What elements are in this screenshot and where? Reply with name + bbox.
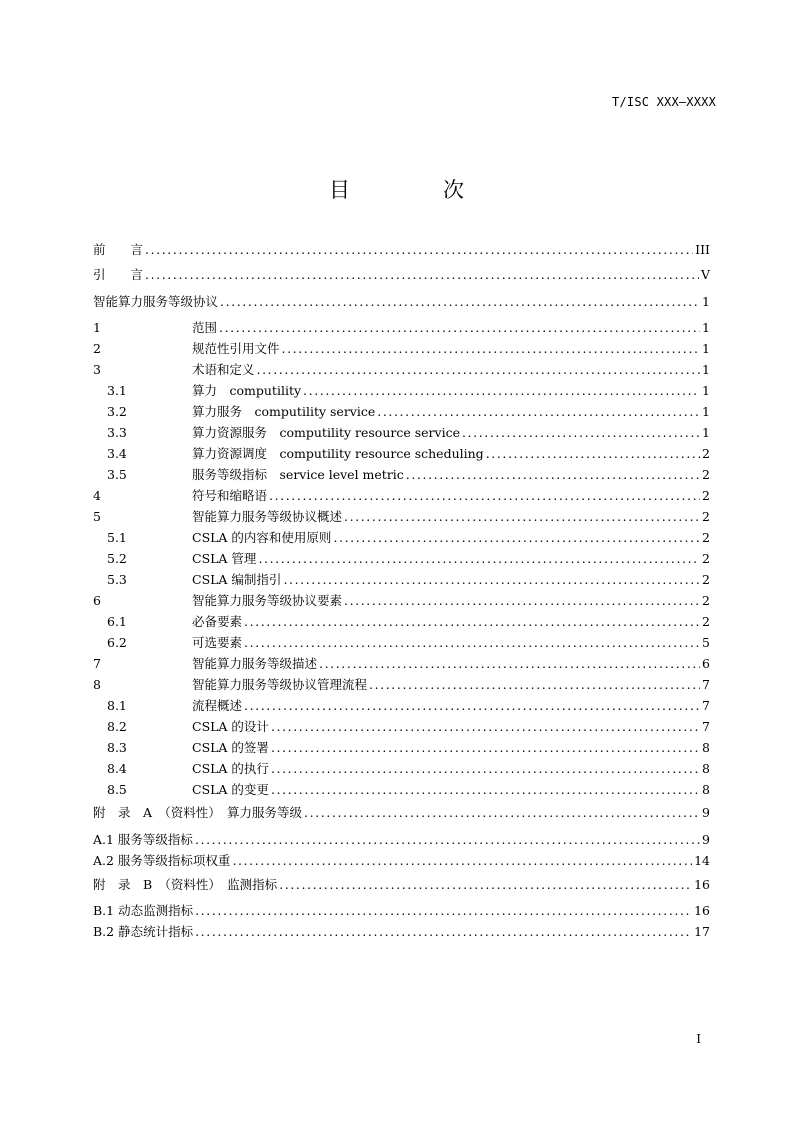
- toc-entry-label: 智能算力服务等级协议: [93, 294, 219, 309]
- toc-entry-page: 6: [702, 656, 710, 671]
- toc-leader-dots: [145, 242, 693, 258]
- toc-entry-page: 2: [702, 593, 710, 608]
- toc-entry-label: 流程概述: [192, 698, 243, 713]
- toc-entry[interactable]: [93, 421, 710, 441]
- toc-entry-number: 3: [93, 362, 101, 377]
- toc-entry-number: 3.5: [107, 467, 127, 482]
- toc-entry-number: 8.1: [107, 698, 127, 713]
- toc-entry-label: 智能算力服务等级描述: [192, 656, 318, 671]
- toc-entry[interactable]: [93, 778, 710, 798]
- toc-entry-page: 16: [694, 903, 710, 918]
- toc-entry-page: 1: [702, 320, 710, 335]
- toc-entry-page: 8: [702, 761, 710, 776]
- toc-entry-number: 5.1: [107, 530, 127, 545]
- toc-entry-label: A.1 服务等级指标: [93, 832, 193, 847]
- toc-entry[interactable]: [93, 316, 710, 336]
- toc-entry-label: 智能算力服务等级协议概述: [192, 509, 343, 524]
- toc-entry-label: A.2 服务等级指标项权重: [93, 853, 231, 868]
- toc-entry-label: 前 言: [93, 242, 144, 257]
- toc-entry-number: 3.1: [107, 383, 127, 398]
- toc-entry-page: V: [700, 267, 710, 282]
- toc-leader-dots: [271, 719, 700, 735]
- toc-entry-page: 1: [702, 383, 710, 398]
- toc-leader-dots: [244, 635, 700, 651]
- toc-entry-number: 6: [93, 593, 101, 608]
- toc-entry-number: 3.3: [107, 425, 127, 440]
- toc-entry-page: 1: [702, 341, 710, 356]
- toc-entry[interactable]: [93, 400, 710, 420]
- toc-entry[interactable]: [93, 238, 710, 258]
- toc-leader-dots: [369, 677, 700, 693]
- toc-leader-dots: [279, 877, 692, 893]
- toc-leader-dots: [304, 805, 700, 821]
- toc-entry-label: CSLA 的设计: [192, 719, 269, 734]
- toc-entry[interactable]: [93, 652, 710, 672]
- toc-entry-page: 7: [702, 698, 710, 713]
- toc-entry[interactable]: [93, 631, 710, 651]
- toc-entry-page: 2: [702, 530, 710, 545]
- toc-entry-label: 规范性引用文件: [192, 341, 280, 356]
- toc-entry-page: 1: [702, 404, 710, 419]
- toc-leader-dots: [271, 740, 700, 756]
- toc-entry[interactable]: [93, 757, 710, 777]
- toc-entry-label: 附 录 A （资料性） 算力服务等级: [93, 805, 303, 820]
- toc-entry-page: 2: [702, 488, 710, 503]
- toc-entry-page: 17: [694, 924, 710, 939]
- toc-entry-number: 2: [93, 341, 101, 356]
- toc-leader-dots: [271, 761, 700, 777]
- toc-entry-number: 8.5: [107, 782, 127, 797]
- toc-entry[interactable]: [93, 526, 710, 546]
- toc-entry-label: 范围: [192, 320, 218, 335]
- toc-entry[interactable]: [93, 463, 710, 483]
- toc-entry-label: CSLA 的变更: [192, 782, 269, 797]
- toc-entry-label: 术语和定义: [192, 362, 255, 377]
- toc-entry-number: 8.2: [107, 719, 127, 734]
- toc-leader-dots: [219, 320, 700, 336]
- toc-entry-number: 8.3: [107, 740, 127, 755]
- toc-entry-label: B.2 静态统计指标: [93, 924, 194, 939]
- toc-entry-number: 3.4: [107, 446, 127, 461]
- toc-entry[interactable]: [93, 589, 710, 609]
- toc-entry[interactable]: [93, 694, 710, 714]
- toc-leader-dots: [344, 509, 700, 525]
- page-title: 目 次: [329, 178, 500, 202]
- toc-entry-number: 8.4: [107, 761, 127, 776]
- toc-entry-label: 智能算力服务等级协议要素: [192, 593, 343, 608]
- toc-entry-label: 可选要素: [192, 635, 243, 650]
- toc-entry-page: 8: [702, 740, 710, 755]
- toc-leader-dots: [258, 551, 700, 567]
- toc-leader-dots: [282, 341, 701, 357]
- toc-entry[interactable]: [93, 849, 710, 869]
- toc-entry-page: 2: [702, 614, 710, 629]
- toc-entry-label: 必备要素: [192, 614, 243, 629]
- toc-leader-dots: [486, 446, 700, 462]
- toc-entry-page: 7: [702, 719, 710, 734]
- toc-entry-number: 7: [93, 656, 101, 671]
- toc-entry[interactable]: [93, 828, 710, 848]
- toc-entry-number: 6.2: [107, 635, 127, 650]
- toc-entry-page: III: [695, 242, 710, 257]
- toc-leader-dots: [271, 782, 700, 798]
- toc-entry-number: 8: [93, 677, 101, 692]
- toc-entry-number: 3.2: [107, 404, 127, 419]
- toc-entry[interactable]: [93, 484, 710, 504]
- toc-entry[interactable]: [93, 442, 710, 462]
- toc-leader-dots: [145, 267, 699, 283]
- toc-entry-number: 5.2: [107, 551, 127, 566]
- toc-entry-label: 算力服务 computility service: [192, 404, 376, 419]
- toc-entry[interactable]: [93, 673, 710, 693]
- toc-leader-dots: [344, 593, 700, 609]
- toc-entry[interactable]: [93, 568, 710, 588]
- toc-leader-dots: [220, 294, 700, 310]
- toc-entry[interactable]: [93, 736, 710, 756]
- toc-entry-label: CSLA 的签署: [192, 740, 269, 755]
- toc-entry-page: 5: [702, 635, 710, 650]
- toc-entry-label: B.1 动态监测指标: [93, 903, 194, 918]
- document-id: T/ISC XXX—XXXX: [612, 95, 716, 109]
- toc-leader-dots: [269, 488, 700, 504]
- toc-leader-dots: [244, 614, 700, 630]
- toc-leader-dots: [283, 572, 700, 588]
- toc-entry[interactable]: [93, 337, 710, 357]
- toc-entry-page: 7: [702, 677, 710, 692]
- toc-entry[interactable]: [93, 505, 710, 525]
- toc-entry-page: 1: [702, 294, 710, 309]
- toc-entry-label: 引 言: [93, 267, 144, 282]
- toc-entry[interactable]: [93, 715, 710, 735]
- toc-entry-label: 算力资源调度 computility resource scheduling: [192, 446, 484, 461]
- toc-entry-label: CSLA 编制指引: [192, 572, 282, 587]
- toc-leader-dots: [244, 698, 700, 714]
- toc-entry-label: 附 录 B （资料性） 监测指标: [93, 877, 278, 892]
- toc-entry-page: 1: [702, 362, 710, 377]
- toc-leader-dots: [319, 656, 700, 672]
- toc-entry[interactable]: [93, 801, 710, 821]
- toc-leader-dots: [195, 832, 700, 848]
- toc-leader-dots: [195, 903, 692, 919]
- toc-leader-dots: [303, 383, 700, 399]
- toc-leader-dots: [232, 853, 692, 869]
- toc-entry-page: 2: [702, 467, 710, 482]
- toc-entry[interactable]: [93, 379, 710, 399]
- toc-entry-label: 服务等级指标 service level metric: [192, 467, 404, 482]
- toc-entry-number: 5: [93, 509, 101, 524]
- toc-entry-label: CSLA 的内容和使用原则: [192, 530, 332, 545]
- toc-entry[interactable]: [93, 899, 710, 919]
- toc-leader-dots: [333, 530, 700, 546]
- toc-leader-dots: [257, 362, 701, 378]
- toc-entry[interactable]: [93, 610, 710, 630]
- toc-entry-page: 2: [702, 572, 710, 587]
- toc-entry-label: CSLA 的执行: [192, 761, 269, 776]
- toc-entry-page: 9: [702, 832, 710, 847]
- toc-leader-dots: [462, 425, 700, 441]
- toc-entry-page: 1: [702, 425, 710, 440]
- toc-entry-page: 2: [702, 446, 710, 461]
- toc-entry-label: CSLA 管理: [192, 551, 257, 566]
- toc-entry-label: 算力 computility: [192, 383, 302, 398]
- toc-entry[interactable]: [93, 290, 710, 310]
- toc-leader-dots: [195, 924, 692, 940]
- toc-entry-number: 4: [93, 488, 101, 503]
- toc-entry-label: 智能算力服务等级协议管理流程: [192, 677, 368, 692]
- toc-entry[interactable]: [93, 547, 710, 567]
- toc-leader-dots: [377, 404, 700, 420]
- toc-entry-page: 14: [694, 853, 710, 868]
- toc-entry-number: 6.1: [107, 614, 127, 629]
- toc-entry-label: 符号和缩略语: [192, 488, 268, 503]
- toc-entry-number: 1: [93, 320, 101, 335]
- toc-entry-label: 算力资源服务 computility resource service: [192, 425, 460, 440]
- toc-leader-dots: [406, 467, 700, 483]
- page-number: I: [696, 1032, 701, 1046]
- toc-entry[interactable]: [93, 873, 710, 893]
- toc-entry-page: 2: [702, 551, 710, 566]
- toc-entry-page: 9: [702, 805, 710, 820]
- toc-entry-page: 16: [694, 877, 710, 892]
- toc-entry[interactable]: [93, 358, 710, 378]
- toc-entry[interactable]: [93, 263, 710, 283]
- toc-entry[interactable]: [93, 920, 710, 940]
- toc-entry-page: 8: [702, 782, 710, 797]
- toc-entry-number: 5.3: [107, 572, 127, 587]
- toc-entry-page: 2: [702, 509, 710, 524]
